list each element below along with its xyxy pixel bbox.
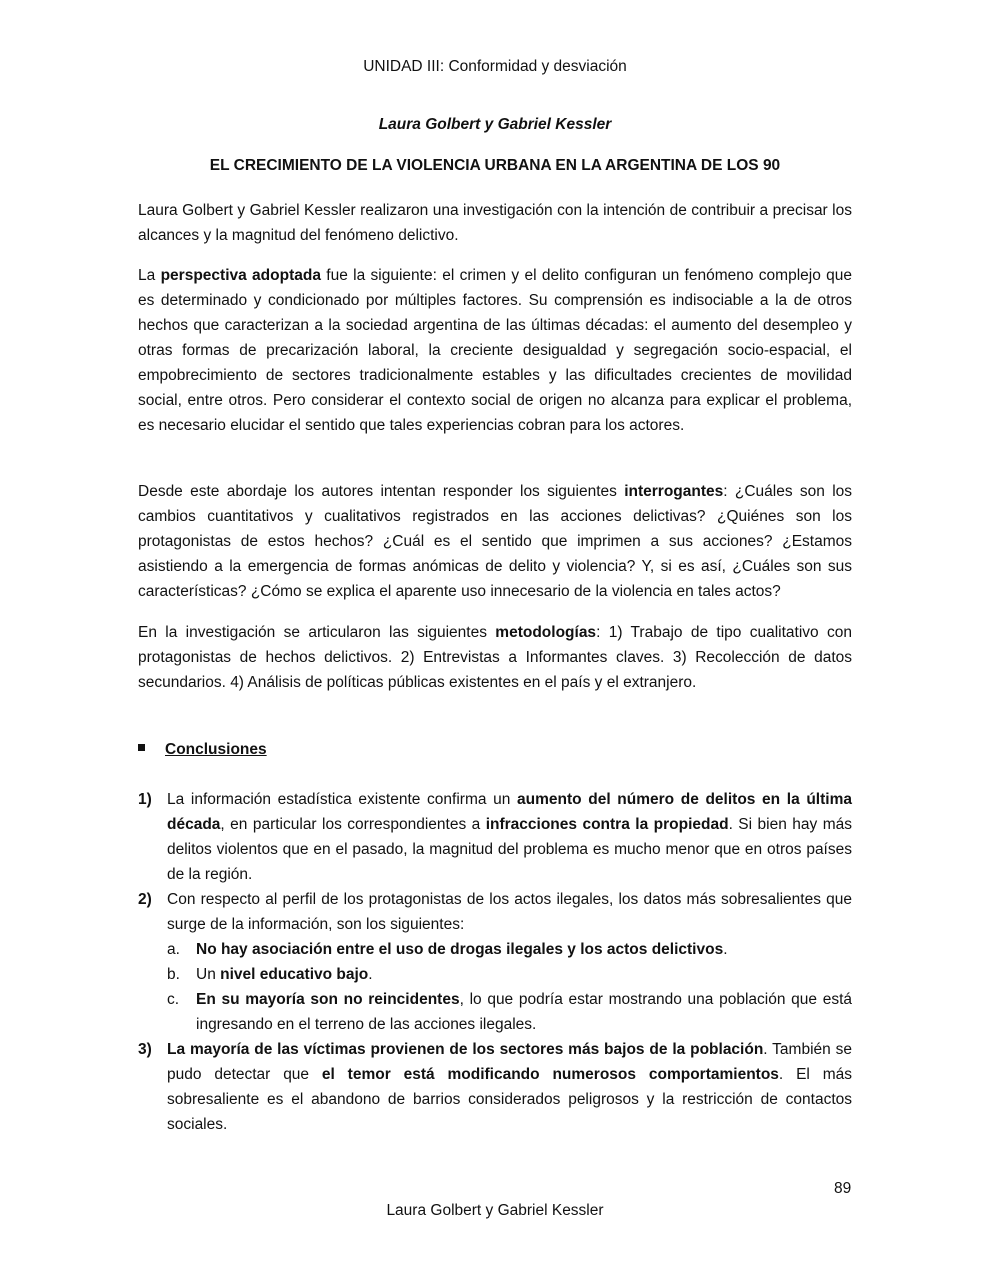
item-number: 3) (138, 1041, 152, 1058)
item-text: Con respecto al perfil de los protagonistas de los actos ilegales, los datos más sobresalientes que surge de la información, son los siguientes: (167, 891, 852, 933)
bold-term: nivel educativo bajo (220, 966, 369, 983)
bold-term: interrogantes (624, 483, 724, 500)
item-text: La información estadística existente confirma un (167, 791, 517, 808)
conclusions-list (138, 787, 852, 1137)
item-text: , lo que podría estar mostrando una población que está ingresando en el terreno de las acciones ilegales. (196, 991, 852, 1033)
sub-list-item (138, 937, 852, 962)
paragraph-text: La (138, 267, 161, 284)
bold-term: La mayoría de las víctimas provienen de los sectores más bajos de la población (167, 1041, 764, 1058)
paragraph-methodology (138, 620, 852, 695)
sub-item-letter: b. (167, 966, 180, 983)
page-number: 89 (834, 1180, 852, 1197)
paragraph-text: : 1) Trabajo de tipo cualitativo con protagonistas de hechos delictivos. 2) Entrevistas a Informantes claves. 3) Recolección de datos secundarios. 4) Análisis de políticas públicas existentes en el país y el extranjero. (138, 624, 852, 691)
conclusions-label: Conclusiones (165, 741, 267, 758)
list-item (138, 787, 852, 887)
paragraph-text: En la investigación se articularon las siguientes (138, 624, 496, 641)
running-header: UNIDAD III: Conformidad y desviación (363, 58, 627, 75)
article-title: EL CRECIMIENTO DE LA VIOLENCIA URBANA EN LA ARGENTINA DE LOS 90 (209, 157, 781, 174)
conclusions-heading (138, 737, 267, 762)
paragraph-text: Desde este abordaje los autores intentan responder los siguientes (138, 483, 625, 500)
bold-term: En su mayoría son no reincidentes (196, 991, 460, 1008)
item-text: . (723, 941, 728, 958)
item-number: 2) (138, 891, 152, 908)
bold-term: No hay asociación entre el uso de drogas ilegales y los actos delictivos (196, 941, 724, 958)
bold-term: el temor está modificando numerosos comportamientos (321, 1066, 779, 1083)
item-text: . Si bien hay más delitos violentos que en el pasado, la magnitud del problema es mucho menor que en otros países de la región. (167, 816, 852, 883)
list-item (138, 1037, 852, 1137)
paragraph-text: fue la siguiente: el crimen y el delito configuran un fenómeno complejo que es determinado y condicionado por múltiples factores. Su comprensión es indisociable a la de otros hechos que caracterizan a la sociedad argentina de las últimas décadas: el aumento del desempleo y otras formas de precarización laboral, la creciente desigualdad y segregación socio-espacial, el empobrecimiento de sectores tradicionalmente estables y las dificultades crecientes de movilidad social, entre otros. Pero considerar el contexto social de origen no alcanza para explicar el problema, es necesario elucidar el sentido que tales experiencias cobran para los actores. (138, 267, 852, 434)
item-text: . También se pudo detectar que (167, 1041, 852, 1083)
sub-item-letter: a. (167, 941, 180, 958)
paragraph-perspective (138, 263, 852, 438)
paragraph-text: Laura Golbert y Gabriel Kessler realizaron una investigación con la intención de contribuir a precisar los alcances y la magnitud del fenómeno delictivo. (138, 202, 852, 244)
paragraph-questions (138, 479, 852, 604)
item-number: 1) (138, 791, 152, 808)
bold-term: perspectiva adoptada (160, 267, 321, 284)
article-authors: Laura Golbert y Gabriel Kessler (378, 116, 612, 133)
sub-list-item (138, 962, 852, 987)
item-text: , en particular los correspondientes a (220, 816, 486, 833)
paragraph-text: : ¿Cuáles son los cambios cuantitativos y cualitativos registrados en las acciones delictivas? ¿Quiénes son los protagonistas de estos hechos? ¿Cuál es el sentido que imprimen a sus acciones? ¿Estamos asistiendo a la emergencia de formas anómicas de delito y violencia? Y, si es así, ¿Cuáles son sus características? ¿Cómo se explica el aparente uso innecesario de la violencia en tales actos? (138, 483, 853, 600)
item-text: . El más sobresaliente es el abandono de barrios considerados peligrosos y la restricción de contactos sociales. (167, 1066, 852, 1133)
item-text: Un (196, 966, 221, 983)
list-item (138, 887, 852, 937)
square-bullet-icon (138, 744, 145, 751)
item-text: . (368, 966, 373, 983)
bold-term: aumento del número de delitos en la última década (167, 791, 852, 833)
sub-item-letter: c. (167, 991, 180, 1008)
bold-term: metodologías (495, 624, 597, 641)
bold-term: infracciones contra la propiedad (485, 816, 729, 833)
sub-list-item (138, 987, 852, 1037)
running-footer: Laura Golbert y Gabriel Kessler (386, 1202, 604, 1219)
paragraph-intro (138, 198, 852, 248)
